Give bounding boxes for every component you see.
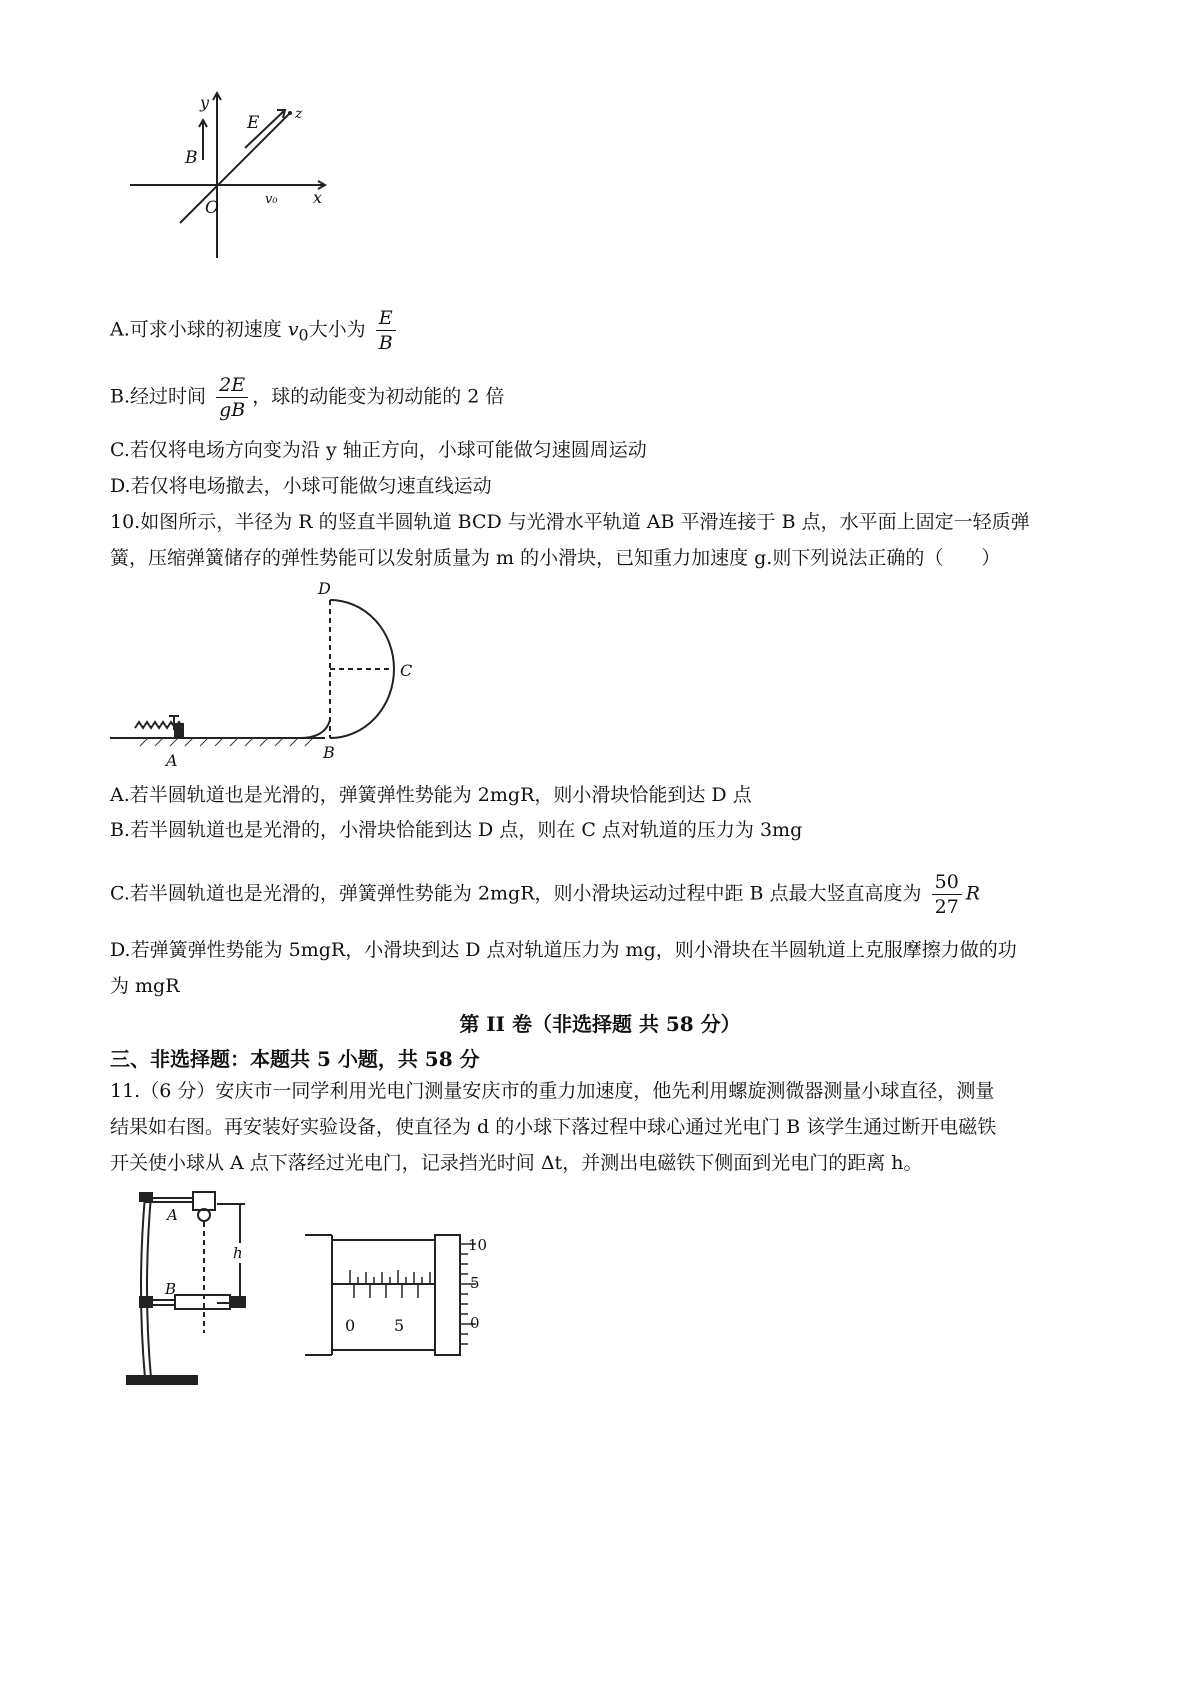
v0-label: v₀ xyxy=(265,192,278,207)
q10-option-d-line1: D.若弹簧弹性势能为 5mgR，小滑块到达 D 点对轨道压力为 mg，则小滑块在半圆轨道上克服摩擦力做的功 xyxy=(110,939,1017,961)
micrometer-figure xyxy=(300,1230,500,1360)
point-a-label: A xyxy=(166,751,178,770)
b-field-label: B xyxy=(185,148,198,168)
q10-option-b: B.若半圆轨道也是光滑的，小滑块恰能到达 D 点，则在 C 点对轨道的压力为 3mg xyxy=(110,819,803,841)
q10-option-d-line2: 为 mgR xyxy=(110,975,180,997)
q9-option-d: D.若仅将电场撤去，小球可能做匀速直线运动 xyxy=(110,475,492,497)
q11-line2: 结果如右图。再安装好实验设备，使直径为 d 的小球下落过程中球心通过光电门 B 该学生通过断开电磁铁 xyxy=(110,1116,997,1138)
q10-option-a: A.若半圆轨道也是光滑的，弹簧弹性势能为 2mgR，则小滑块恰能到达 D 点 xyxy=(110,784,752,806)
point-c-label: C xyxy=(400,661,413,680)
point-d-label: D xyxy=(318,579,331,598)
z-axis-label: z xyxy=(295,106,303,122)
field-coordinate-figure xyxy=(125,88,355,268)
point-b-label: B xyxy=(323,743,335,762)
sleeve-mark-5: 5 xyxy=(394,1316,405,1335)
q10-option-c: C.若半圆轨道也是光滑的，弹簧弹性势能为 2mgR，则小滑块运动过程中距 B 点最大竖直高度为 $\frac{50}{27}$ R xyxy=(110,871,981,918)
sleeve-mark-0: 0 xyxy=(345,1316,356,1335)
thimble-mark-10: 10 xyxy=(468,1236,488,1254)
apparatus-a-label: A xyxy=(167,1206,178,1224)
y-axis-label: y xyxy=(200,93,210,112)
photogate-apparatus-figure xyxy=(115,1188,265,1398)
thimble-mark-5: 5 xyxy=(470,1274,480,1292)
q11-line1: 11.（6 分）安庆市一同学利用光电门测量安庆市的重力加速度，他先利用螺旋测微器测量小球直径，测量 xyxy=(110,1080,995,1102)
q10-stem-line2: 簧，压缩弹簧储存的弹性势能可以发射质量为 m 的小滑块，已知重力加速度 g.则下列说法正确的（ ） xyxy=(110,547,1001,569)
q11-line3: 开关使小球从 A 点下落经过光电门，记录挡光时间 Δt，并测出电磁铁下侧面到光电门的距离 h。 xyxy=(110,1152,923,1174)
q9-option-c: C.若仅将电场方向变为沿 y 轴正方向，小球可能做匀速圆周运动 xyxy=(110,439,647,461)
semicircle-track-figure xyxy=(110,580,450,770)
apparatus-b-label: B xyxy=(165,1280,177,1298)
part2-title: 第 II 卷（非选择题 共 58 分） xyxy=(459,1012,741,1036)
section3-heading: 三、非选择题：本题共 5 小题，共 58 分 xyxy=(110,1047,480,1071)
origin-label: O xyxy=(205,198,219,218)
thimble-mark-0: 0 xyxy=(470,1314,480,1332)
q9-option-b: B.经过时间 $\frac{2E}{gB}$ ，球的动能变为初动能的 2 倍 xyxy=(110,374,505,421)
apparatus-h-label: h xyxy=(233,1244,243,1262)
e-field-label: E xyxy=(247,113,260,133)
q9-option-a: A.可求小球的初速度 $v_0$大小为 $\frac{E}{B}$ xyxy=(110,306,400,355)
q10-stem-line1: 10.如图所示，半径为 R 的竖直半圆轨道 BCD 与光滑水平轨道 AB 平滑连接于 B 点，水平面上固定一轻质弹 xyxy=(110,511,1030,533)
x-axis-label: x xyxy=(313,188,323,207)
